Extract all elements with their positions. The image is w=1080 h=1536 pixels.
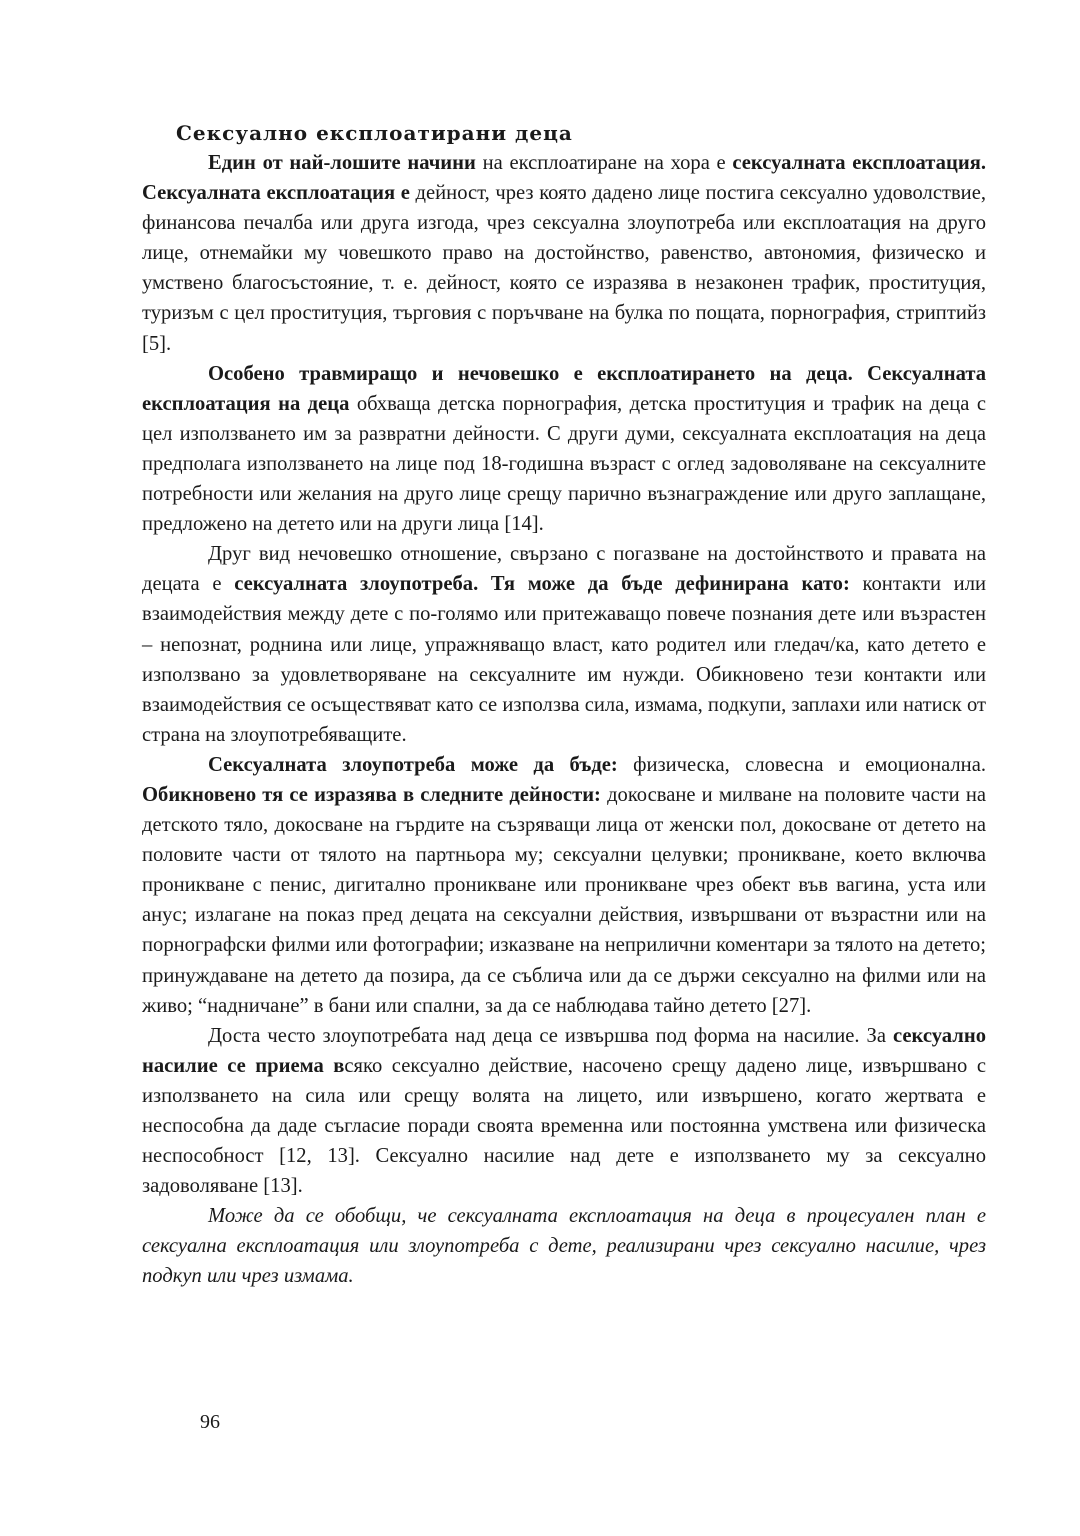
text-run: Доста често злоупотребата над деца се извършва под форма на насилие. За	[208, 1024, 894, 1047]
page-content	[142, 118, 986, 1292]
text-run: дейност, чрез която дадено лице постига сексуално удоволствие, финансова печалба или друга изгода, чрез сексуална злоупотреба или експлоатация на друго лице, отнемайки му човешкото право на достойнство, равенство, автономия, физическо и умствено благосъстояние, т. е. дейност, която се изразява в незаконен трафик, проституция, туризъм с цел проституция, търговия с поръчване на булка по пощата, порнография, стриптийз [5].	[142, 182, 986, 355]
text-run: контакти или взаимодействия между дете с по-голямо или притежаващо повече познания дете или възрастен – непознат, роднина или лице, упражняващо власт, като родител или гледач/ка, като детето е използвано за удовлетворяване на сексуалните им нужди. Обикновено тези контакти или взаимодействия се осъществяват като се използва сила, измама, подкупи, заплахи или натиск от страна на злоупотребяващите.	[142, 573, 986, 746]
text-run: обхваща детска порнография, детска проституция и трафик на деца с цел използването им за развратни дейности. С други думи, сексуалната експлоатация на деца предполага използването на лице под 18-годишна възраст с оглед задоволяване на сексуалните потребности или желания на друго лице срещу парично възнаграждение или друго заплащане, предложено на детето или на други лица [14].	[142, 392, 986, 536]
page-number: 96	[200, 1411, 220, 1433]
paragraph	[142, 1021, 986, 1202]
text-run: докосване и милване на половите части на детското тяло, докосване на гърдите на съзряващи лица от женски пол, докосване от детето на половите части от тялото на партньора му; сексуални целувки; проникване, което включва проникване с пенис, дигитално проникване или проникване чрез обект във вагина, уста или анус; излагане на показ пред децата на сексуални действия, извършвани от възрастни или на порнографски филми или фотографии; изказване на неприлични коментари за тялото на детето; принуждаване на детето да позира, да се съблича или да се държи сексуално на филми или на живо; “надничане” в бани или спални, за да се наблюдава тайно детето [27].	[142, 783, 986, 1017]
bold-text: сексуално насилие се приема в	[142, 1024, 986, 1077]
paragraph	[142, 539, 986, 750]
bold-text: сексуалната експлоатация. Сексуалната експлоатация е	[142, 152, 986, 205]
paragraph	[142, 148, 986, 359]
conclusion-paragraph: Може да се обобщи, че сексуалната експлоатация на деца в процесуален план е сексуална експлоатация или злоупотреба с дете, реализирани чрез сексуално насилие, чрез подкуп или чрез измама.	[142, 1205, 986, 1288]
text-run: на експлоатиране на хора е	[475, 152, 733, 174]
text-run: Друг вид нечовешко отношение, свързано с погазване на достойнството и правата на децата е	[142, 543, 986, 596]
paragraph	[142, 750, 986, 1021]
bold-text: Обикновено тя се изразява в следните дейности:	[142, 783, 601, 806]
bold-text: Особено травмиращо и нечовешко е експлоатирането на деца. Сексуалната експлоатация на деца	[142, 362, 986, 415]
text-run: сяко сексуално действие, насочено срещу дадено лице, извършвано с използването на сила или срещу волята на лицето, или извършено, когато жертвата е неспособна да даде съгласие поради своята временна или постоянна умствена или физическа неспособност [12, 13]. Сексуално насилие над дете е използването му за сексуално задоволяване [13].	[142, 1054, 986, 1198]
paragraph	[142, 359, 986, 540]
bold-text: Сексуалната злоупотреба може да бъде:	[208, 753, 618, 776]
bold-text: сексуалната злоупотреба. Тя може да бъде дефинирана като:	[234, 573, 850, 596]
text-run: физическа, словесна и емоционална.	[617, 753, 986, 776]
section-heading: Сексуално експлоатирани деца	[176, 121, 573, 145]
bold-text: Един от най-лошите начини	[208, 152, 476, 174]
body-text	[142, 148, 986, 1201]
